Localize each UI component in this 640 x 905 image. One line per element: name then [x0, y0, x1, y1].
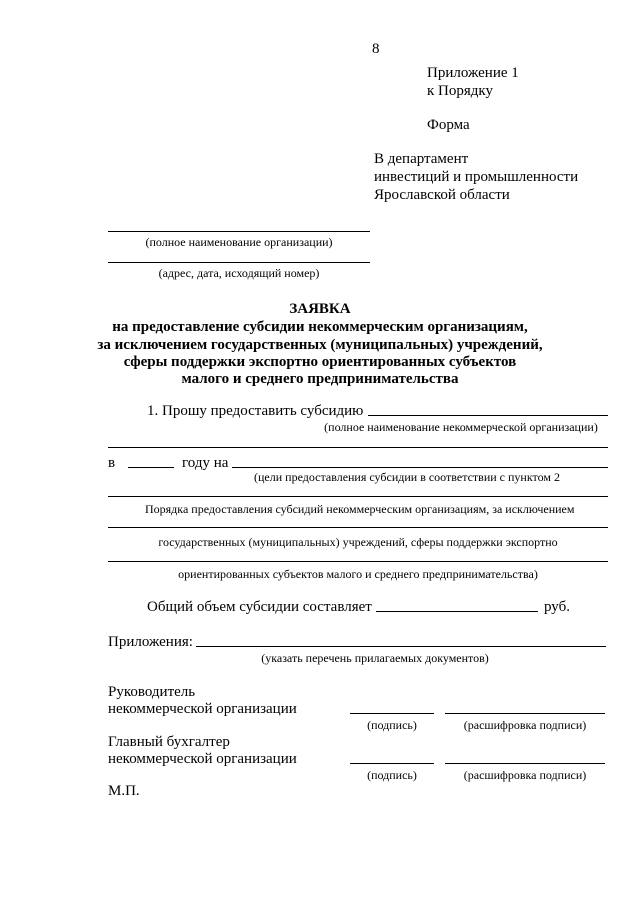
accountant-title-line2: некоммерческой организации — [108, 751, 297, 767]
title-line5: малого и среднего предпринимательства — [181, 371, 459, 387]
total-label: Общий объем субсидии составляет — [147, 599, 372, 615]
purpose-line4 — [108, 561, 608, 562]
title-line2: на предоставление субсидии некоммерческим организациям, — [112, 319, 528, 335]
purpose-line3 — [108, 527, 608, 528]
org-address-line — [108, 262, 370, 263]
org-address-hint: (адрес, дата, исходящий номер) — [158, 266, 320, 280]
accountant-signature-hint: (подпись) — [367, 768, 417, 782]
document-title: ЗАЯВКА — [289, 301, 351, 317]
head-title-line2: некоммерческой организации — [108, 701, 297, 717]
year-fill-line — [128, 467, 174, 468]
org-name-line — [108, 231, 370, 232]
purpose-fill-line — [232, 467, 608, 468]
purpose-hint-3: государственных (муниципальных) учреждений, сферы поддержки экспортно — [158, 535, 558, 549]
purpose-hint-1: (цели предоставления субсидии в соответствии с пунктом 2 — [254, 470, 560, 484]
purpose-hint-2: Порядка предоставления субсидий некоммерческим организациям, за исключением — [145, 502, 575, 516]
org-name-fill-line — [368, 415, 608, 416]
accountant-title-line1: Главный бухгалтер — [108, 734, 230, 750]
request-line2 — [108, 447, 608, 448]
request-name-hint: (полное наименование некоммерческой организации) — [324, 420, 598, 434]
currency-label: руб. — [544, 599, 570, 615]
head-title-line1: Руководитель — [108, 684, 196, 700]
accountant-decoding-hint: (расшифровка подписи) — [463, 768, 587, 782]
purpose-hint-4: ориентированных субъектов малого и среднего предпринимательства) — [178, 567, 538, 581]
year-label: году на — [182, 455, 229, 471]
org-name-hint: (полное наименование организации) — [145, 235, 333, 249]
attachments-hint: (указать перечень прилагаемых документов) — [261, 651, 489, 665]
addressee-line1: В департамент — [374, 151, 469, 167]
accountant-decoding-line — [445, 763, 605, 764]
seal-label: М.П. — [108, 783, 140, 799]
appendix-line1: Приложение 1 — [427, 65, 519, 81]
page-number: 8 — [372, 41, 380, 57]
head-signature-hint: (подпись) — [367, 718, 417, 732]
title-line3: за исключением государственных (муниципальных) учреждений, — [97, 337, 543, 353]
appendix-line2: к Порядку — [427, 83, 493, 99]
purpose-line2 — [108, 496, 608, 497]
addressee-line3: Ярославской области — [374, 187, 510, 203]
addressee-line2: инвестиций и промышленности — [374, 169, 579, 185]
accountant-signature-line — [350, 763, 434, 764]
request-prefix: 1. Прошу предоставить субсидию — [147, 403, 364, 419]
head-decoding-hint: (расшифровка подписи) — [463, 718, 587, 732]
form-label: Форма — [427, 117, 470, 133]
attachments-fill-line — [196, 646, 606, 647]
title-line4: сферы поддержки экспортно ориентированных субъектов — [123, 354, 517, 370]
in-label: в — [108, 455, 116, 471]
head-decoding-line — [445, 713, 605, 714]
attachments-label: Приложения: — [108, 634, 193, 650]
head-signature-line — [350, 713, 434, 714]
total-amount-line — [376, 611, 538, 612]
